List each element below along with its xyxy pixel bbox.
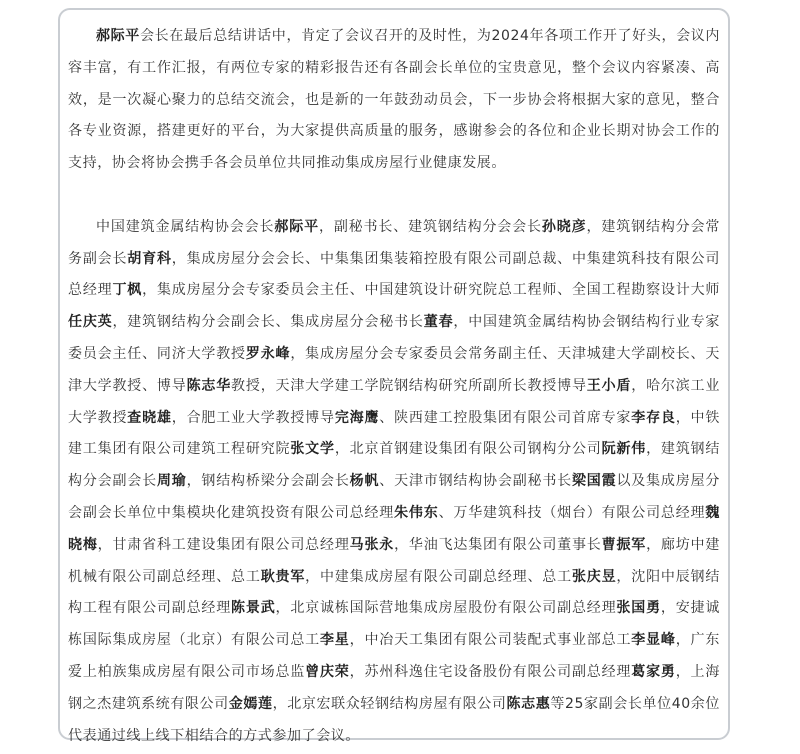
text-run: ，中国建筑金属结构协会钢结构行业专家委员会主任、同济大学教授 [68, 314, 720, 362]
article-body [68, 21, 720, 752]
text-run: 中国建筑金属结构协会会长 [96, 218, 275, 235]
text-run: ，沈阳中辰钢结构工程有限公司副总经理 [68, 568, 720, 617]
person-name: 金嫣莲 [228, 695, 273, 712]
text-run: ，建筑钢结构分会副会长 [68, 441, 720, 490]
person-name: 曹振军 [601, 536, 647, 553]
person-name: 张文学 [290, 441, 335, 458]
person-name: 查晓雄 [127, 409, 172, 426]
person-name: 李存良 [631, 409, 676, 426]
person-name: 李显峰 [631, 632, 676, 649]
person-name: 周瑜 [156, 473, 187, 490]
text-run: ，集成房屋分会专家委员会主任、中国建筑设计研究院总工程师、全国工程勘察设计大师 [142, 282, 720, 299]
person-name: 丁枫 [112, 282, 143, 299]
text-run: ，上海钢之杰建筑系统有限公司 [68, 663, 720, 712]
text-run: ，北京首钢建设集团有限公司钢构分公司 [334, 441, 602, 458]
text-run: ，合肥工业大学教授博导 [171, 409, 335, 426]
text-run: ，中冶天工集团有限公司装配式事业部总工 [349, 632, 632, 649]
person-name: 梁国霞 [571, 473, 617, 490]
person-name: 王小盾 [586, 377, 632, 394]
attendees-paragraph [68, 212, 720, 753]
text-run: ，集成房屋分会会长、中集集团集装箱控股有限公司副总裁、中集建筑科技有限公司总经理 [68, 250, 720, 299]
person-name: 魏晓梅 [68, 504, 720, 553]
text-run: ，北京诚栋国际营地集成房屋股份有限公司副总经理 [275, 600, 617, 617]
text-run: 、万华建筑科技（烟台）有限公司总经理 [438, 504, 706, 521]
text-run: 、天津市钢结构协会副秘书长 [379, 473, 572, 490]
person-name: 陈景武 [231, 600, 276, 617]
text-run: ，廊坊中建机械有限公司副总经理、总工 [68, 536, 720, 585]
text-run: ，中铁建工集团有限公司建筑工程研究院 [68, 409, 720, 458]
person-name: 李星 [319, 632, 350, 649]
text-run: ，广东爱上柏族集成房屋有限公司市场总监 [68, 632, 720, 680]
person-name: 孙晓彦 [541, 218, 587, 235]
person-name: 陈志惠 [506, 695, 551, 712]
person-name: 杨帆 [349, 473, 380, 490]
person-name: 张国勇 [616, 600, 661, 617]
text-run: 、陕西建工控股集团有限公司首席专家 [379, 409, 632, 426]
article-card [58, 8, 730, 744]
text-run: 会长在最后总结讲话中，肯定了会议召开的及时性，为2024年各项工作开了好头，会议内容丰富，有工作汇报，有两位专家的精彩报告还有各副会长单位的宝贵意见，整个会议内容紧凑、高效，是一次凝心聚力的总结交流会，也是新的一年鼓劲动员会，下一步协会将根据大家的意见，整合各专业资源，搭建更好的平台，为大家提供高质量的服务，感谢参会的各位和企业长期对协会工作的支持，协会将协会携手各会员单位共同推动集成房屋行业健康发展。 [68, 28, 720, 172]
person-name: 完海鹰 [334, 409, 380, 426]
text-run: ，北京宏联众轻钢结构房屋有限公司 [272, 695, 507, 712]
text-run: ，甘肃省科工建设集团有限公司总经理 [97, 536, 350, 553]
text-run: ，钢结构桥梁分会副会长 [186, 473, 350, 490]
text-run: ，建筑钢结构分会副会长、集成房屋分会秘书长 [112, 314, 424, 331]
person-name: 耿贵军 [260, 568, 306, 585]
summary-paragraph [68, 21, 720, 180]
person-name: 董春 [423, 314, 454, 331]
text-run: 以及集成房屋分会副会长单位中集模块化建筑投资有限公司总经理 [68, 473, 720, 521]
text-run: ，中建集成房屋有限公司副总经理、总工 [305, 568, 572, 585]
person-name: 张庆昱 [571, 568, 617, 585]
text-run: 等25家副会长单位40余位代表通过线上线下相结合的方式参加了会议。 [68, 695, 720, 744]
person-name: 郝际平 [96, 28, 140, 44]
person-name: 朱伟东 [394, 504, 439, 521]
person-name: 罗永峰 [245, 345, 291, 362]
text-run: ，副秘书长、建筑钢结构分会会长 [318, 218, 542, 235]
text-run: 教授，天津大学建工学院钢结构研究所副所长教授博导 [231, 377, 587, 394]
text-run: ，华油飞达集团有限公司董事长 [394, 536, 602, 553]
text-run: ，哈尔滨工业大学教授 [68, 377, 720, 426]
person-name: 陈志华 [186, 377, 232, 394]
person-name: 胡育科 [127, 250, 172, 267]
text-run: ，苏州科逸住宅设备股份有限公司副总经理 [349, 663, 632, 680]
person-name: 任庆英 [68, 314, 113, 331]
person-name: 曾庆荣 [305, 663, 350, 680]
person-name: 马张永 [349, 536, 395, 553]
text-run: ，集成房屋分会专家委员会常务副主任、天津城建大学副校长、天津大学教授、博导 [68, 345, 720, 394]
person-name: 郝际平 [274, 218, 319, 235]
person-name: 葛家勇 [631, 663, 676, 680]
person-name: 阮新伟 [601, 441, 647, 458]
text-run: ，建筑钢结构分会常务副会长 [68, 218, 721, 267]
text-run: ，安捷诚栋国际集成房屋（北京）有限公司总工 [68, 600, 720, 649]
